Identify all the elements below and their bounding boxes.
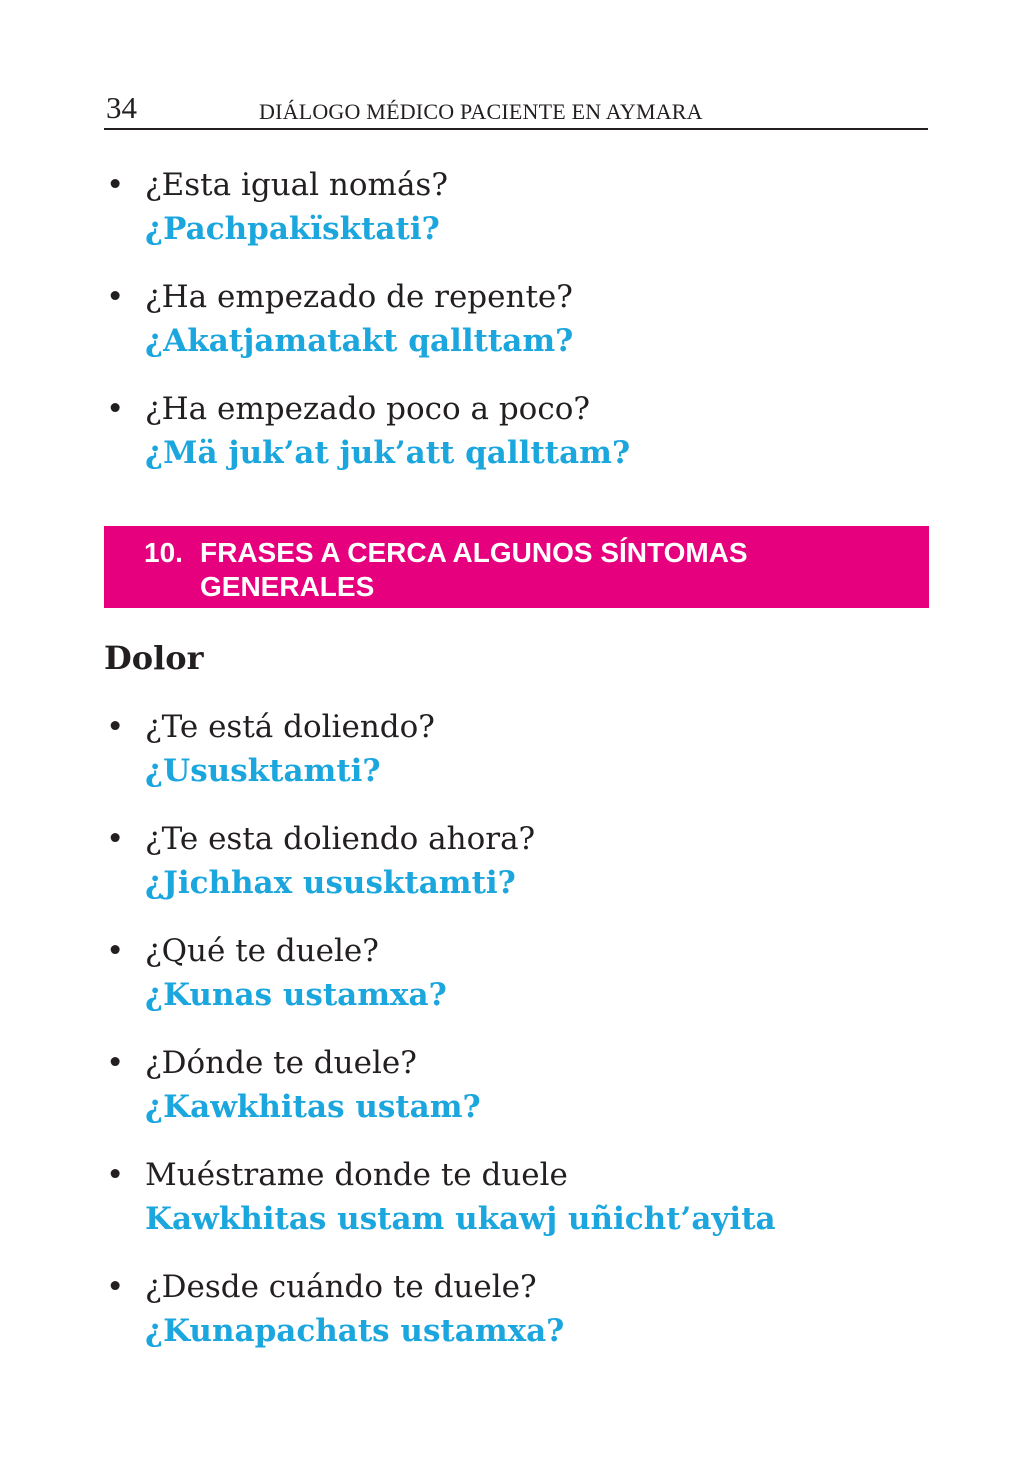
bullet-icon: • (106, 933, 125, 969)
aymara-translation: ¿Ususktamti? (145, 753, 381, 789)
phrase-item (106, 1153, 926, 1241)
bullet-icon: • (106, 167, 125, 203)
section-number: 10. (144, 537, 183, 568)
aymara-translation: ¿Akatjamatakt qallttam? (145, 323, 574, 359)
spanish-question: ¿Qué te duele? (145, 933, 379, 969)
phrase-item (106, 1265, 926, 1353)
spanish-question: ¿Esta igual nomás? (145, 167, 448, 203)
phrase-item (106, 163, 926, 251)
bullet-icon: • (106, 279, 125, 315)
section-banner (104, 526, 929, 608)
aymara-translation: ¿Pachpakïsktati? (145, 211, 440, 247)
spanish-question: Muéstrame donde te duele (145, 1157, 568, 1193)
phrase-item (106, 275, 926, 363)
spanish-question: ¿Ha empezado poco a poco? (145, 391, 590, 427)
spanish-question: ¿Te esta doliendo ahora? (145, 821, 536, 857)
aymara-translation: Kawkhitas ustam ukawj uñicht’ayita (145, 1201, 776, 1237)
bullet-icon: • (106, 1269, 125, 1305)
bullet-icon: • (106, 1157, 125, 1193)
subheading-dolor: Dolor (104, 639, 204, 677)
bullet-icon: • (106, 709, 125, 745)
bullet-icon: • (106, 1045, 125, 1081)
phrase-item (106, 387, 926, 475)
spanish-question: ¿Te está doliendo? (145, 709, 435, 745)
aymara-translation: ¿Kunas ustamxa? (145, 977, 447, 1013)
page-number: 34 (106, 90, 137, 125)
bullet-icon: • (106, 391, 125, 427)
aymara-translation: ¿Kawkhitas ustam? (145, 1089, 481, 1125)
phrase-item (106, 705, 926, 793)
bullet-icon: • (106, 821, 125, 857)
section-title: FRASES A CERCA ALGUNOS SÍNTOMAS GENERALES (200, 537, 748, 602)
phrase-item (106, 817, 926, 905)
aymara-translation: ¿Mä juk’at juk’att qallttam? (145, 435, 631, 471)
page-header (104, 90, 928, 130)
phrase-item (106, 1041, 926, 1129)
spanish-question: ¿Ha empezado de repente? (145, 279, 573, 315)
phrase-item (106, 929, 926, 1017)
spanish-question: ¿Desde cuándo te duele? (145, 1269, 537, 1305)
spanish-question: ¿Dónde te duele? (145, 1045, 417, 1081)
running-title: DIÁLOGO MÉDICO PACIENTE EN AYMARA (259, 99, 703, 124)
aymara-translation: ¿Jichhax ususktamti? (145, 865, 516, 901)
aymara-translation: ¿Kunapachats ustamxa? (145, 1313, 565, 1349)
